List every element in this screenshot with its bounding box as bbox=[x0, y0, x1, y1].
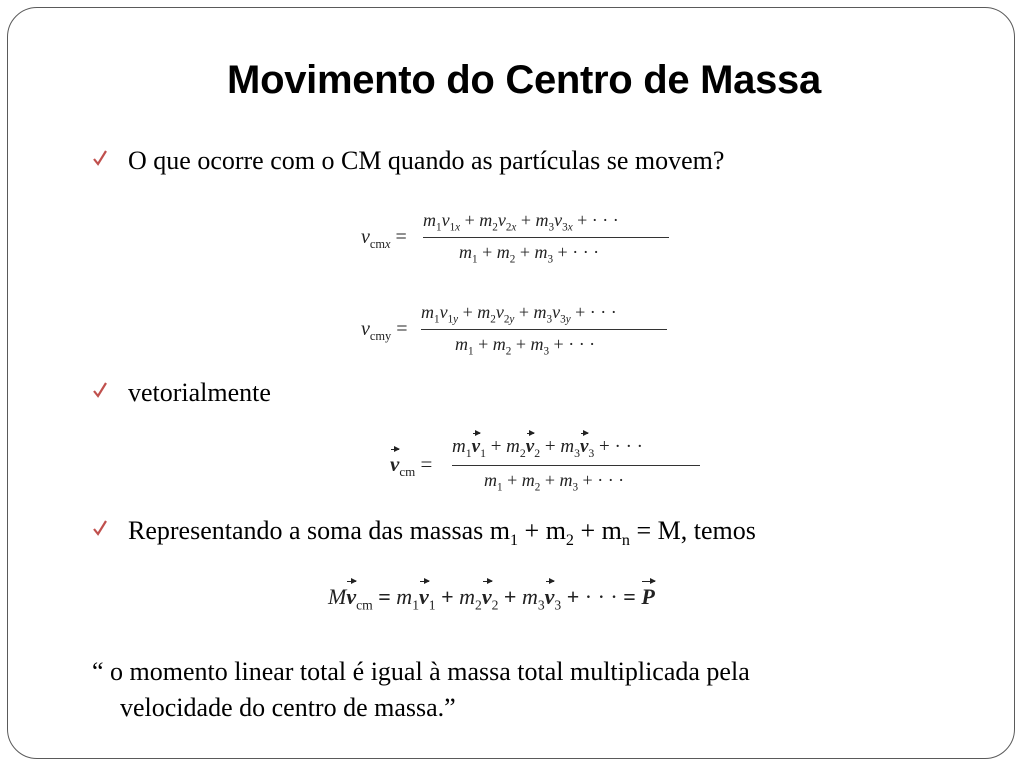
slide-title: Movimento do Centro de Massa bbox=[227, 58, 821, 102]
checkmark-icon bbox=[92, 380, 108, 400]
checkmark-icon bbox=[92, 518, 108, 538]
equation-vector-vcm: $v_{cm}$ = $m_1v_1 + m_2v_2 + m_3v_3$ + · · · $m_1 + m_2 + m_3$ + · · · bbox=[388, 436, 708, 496]
equation-momentum: $Mv_{cm} = m_1v_1 + m_2v_2 + m_3v_3$ + · · · = P bbox=[328, 584, 655, 613]
bullet-text: O que ocorre com o CM quando as partículas se movem? bbox=[128, 146, 725, 175]
equation-vcmx: $v_{cmx}$ = $m_1v_{1x} + m_2v_{2x} + m_3v_{3x}$ + · · · $m_1 + m_2 + m_3$ + · · · bbox=[355, 210, 685, 270]
bullet-text: Representando a soma das massas $m_1 + m_2 + m_n = M$, temos bbox=[128, 516, 756, 550]
bullet-text: vetorialmente bbox=[128, 378, 271, 407]
checkmark-icon bbox=[92, 148, 108, 168]
quote-text: “ o momento linear total é igual à massa total multiplicada pela velocidade do centro de massa.” bbox=[92, 657, 750, 722]
equation-vcmy: $v_{cmy}$ = $m_1v_{1y} + m_2v_{2y} + m_3v_{3y}$ + · · · $m_1 + m_2 + m_3$ + · · · bbox=[355, 302, 685, 362]
